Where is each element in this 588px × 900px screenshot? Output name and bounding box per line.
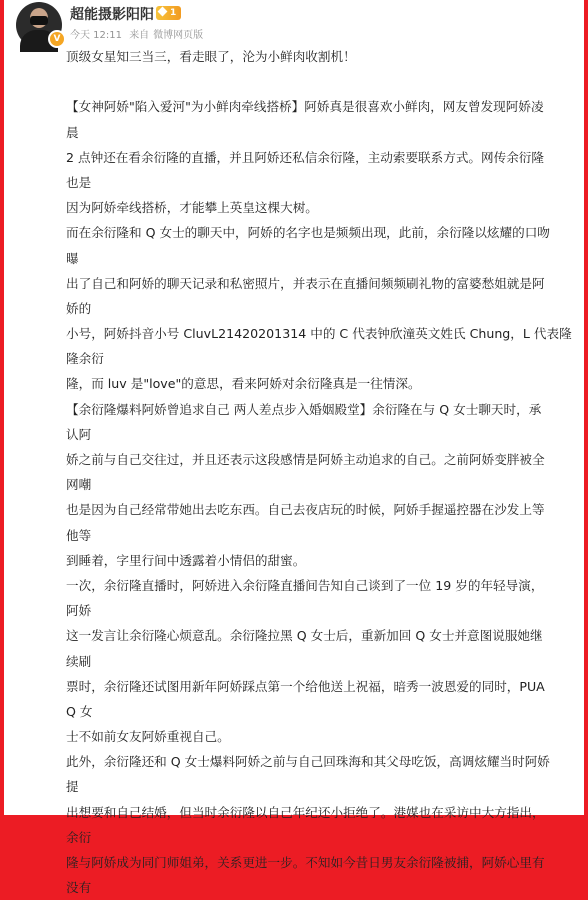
text-line: 出了自己和阿娇的聊天记录和私密照片，并表示在直播间频频刷礼物的富婆愁姐就是阿 <box>66 275 545 291</box>
text-line: 阿娇 <box>66 603 92 619</box>
text-line: 到睡着，字里行间中透露着小情侣的甜蜜。 <box>66 552 306 568</box>
text-line: 曝 <box>66 250 79 266</box>
user-name[interactable]: 超能摄影阳阳 <box>70 7 154 23</box>
text-line: 没有 <box>66 880 92 896</box>
post-source: 微博网页版 <box>153 30 204 41</box>
text-line: 票时，余衍隆还试图用新年阿娇踩点第一个给他送上祝福，暗秀一波恩爱的同时，PUA <box>66 678 545 694</box>
weibo-post-card <box>4 0 584 896</box>
text-line: 也是因为自己经常带她出去吃东西。自己去夜店玩的时候，阿娇手握遥控器在沙发上等 <box>66 502 545 518</box>
text-line: 隆与阿娇成为同门师姐弟，关系更进一步。不知如今昔日男友余衍隆被捕，阿娇心里有 <box>66 855 545 870</box>
text-line: 隆余衍 <box>66 351 104 367</box>
text-line: 因为阿娇牵线搭桥，才能攀上英皇这棵大树。 <box>66 200 318 216</box>
post-header <box>4 0 584 42</box>
text-line: 认阿 <box>66 426 92 442</box>
text-line: 一次，余衍隆直播时，阿娇进入余衍隆直播间告知自己谈到了一位 19 岁的年轻导演， <box>66 577 544 593</box>
text-line: 网嘲 <box>66 477 92 493</box>
text-line: 续刷 <box>66 653 92 669</box>
text-line <box>66 69 571 94</box>
text-line: 出想要和自己结婚，但当时余衍隆以自己年纪还小拒绝了。港媒也在采访中大方指出， <box>66 804 545 820</box>
diamond-icon <box>158 7 168 17</box>
text-line: 【女神阿娇"陷入爱河"为小鲜肉牵线搭桥】阿娇真是很喜欢小鲜肉，网友曾发现阿娇凌 <box>66 99 544 115</box>
text-line: 提 <box>66 779 79 795</box>
text-line: Q 女 <box>66 703 93 719</box>
text-line: 小号，阿娇抖音小号 CluvL21420201314 中的 C 代表钟欣潼英文姓氏 Chung，L 代表隆 <box>66 326 572 342</box>
level-badge[interactable] <box>156 6 181 20</box>
text-line: 余衍 <box>66 829 92 845</box>
post-time[interactable]: 今天 12:11 <box>70 30 122 41</box>
text-line: 这一发言让余衍隆心烦意乱。余衍隆拉黑 Q 女士后，重新加回 Q 女士并意图说服她继 <box>66 628 543 644</box>
text-line: 娇之前与自己交往过，并且还表示这段感情是阿娇主动追求的自己。之前阿娇变胖被全 <box>66 452 545 467</box>
text-line: 娇的 <box>66 300 92 316</box>
post-text <box>66 44 571 900</box>
text-line: 【余衍隆爆料阿娇曾追求自己 两人差点步入婚姻殿堂】余衍隆在与 Q 女士聊天时，承 <box>66 401 542 417</box>
text-line: 而在余衍隆和 Q 女士的聊天中，阿娇的名字也是频频出现，此前，余衍隆以炫耀的口吻 <box>66 225 550 241</box>
post-meta <box>70 26 207 41</box>
source-prefix: 来自 <box>129 30 150 41</box>
text-line: 也是 <box>66 174 92 190</box>
text-line: 士不如前女友阿娇重视自己。 <box>66 729 230 745</box>
text-line: 顶级女星知三当三，看走眼了，沦为小鲜肉收割机！ <box>66 49 356 64</box>
text-line: 晨 <box>66 124 79 140</box>
text-line: 他等 <box>66 527 92 543</box>
verified-icon: V <box>48 30 66 48</box>
text-line: 此外，余衍隆还和 Q 女士爆料阿娇之前与自己回珠海和其父母吃饭，高调炫耀当时阿娇 <box>66 754 550 770</box>
text-line: 2 点钟还在看余衍隆的直播，并且阿娇还私信余衍隆，主动索要联系方式。网传余衍隆 <box>66 149 544 165</box>
text-line: 隆，而 luv 是"love"的意思，看来阿娇对余衍隆真是一往情深。 <box>66 376 421 392</box>
level-number: 1 <box>170 8 177 18</box>
